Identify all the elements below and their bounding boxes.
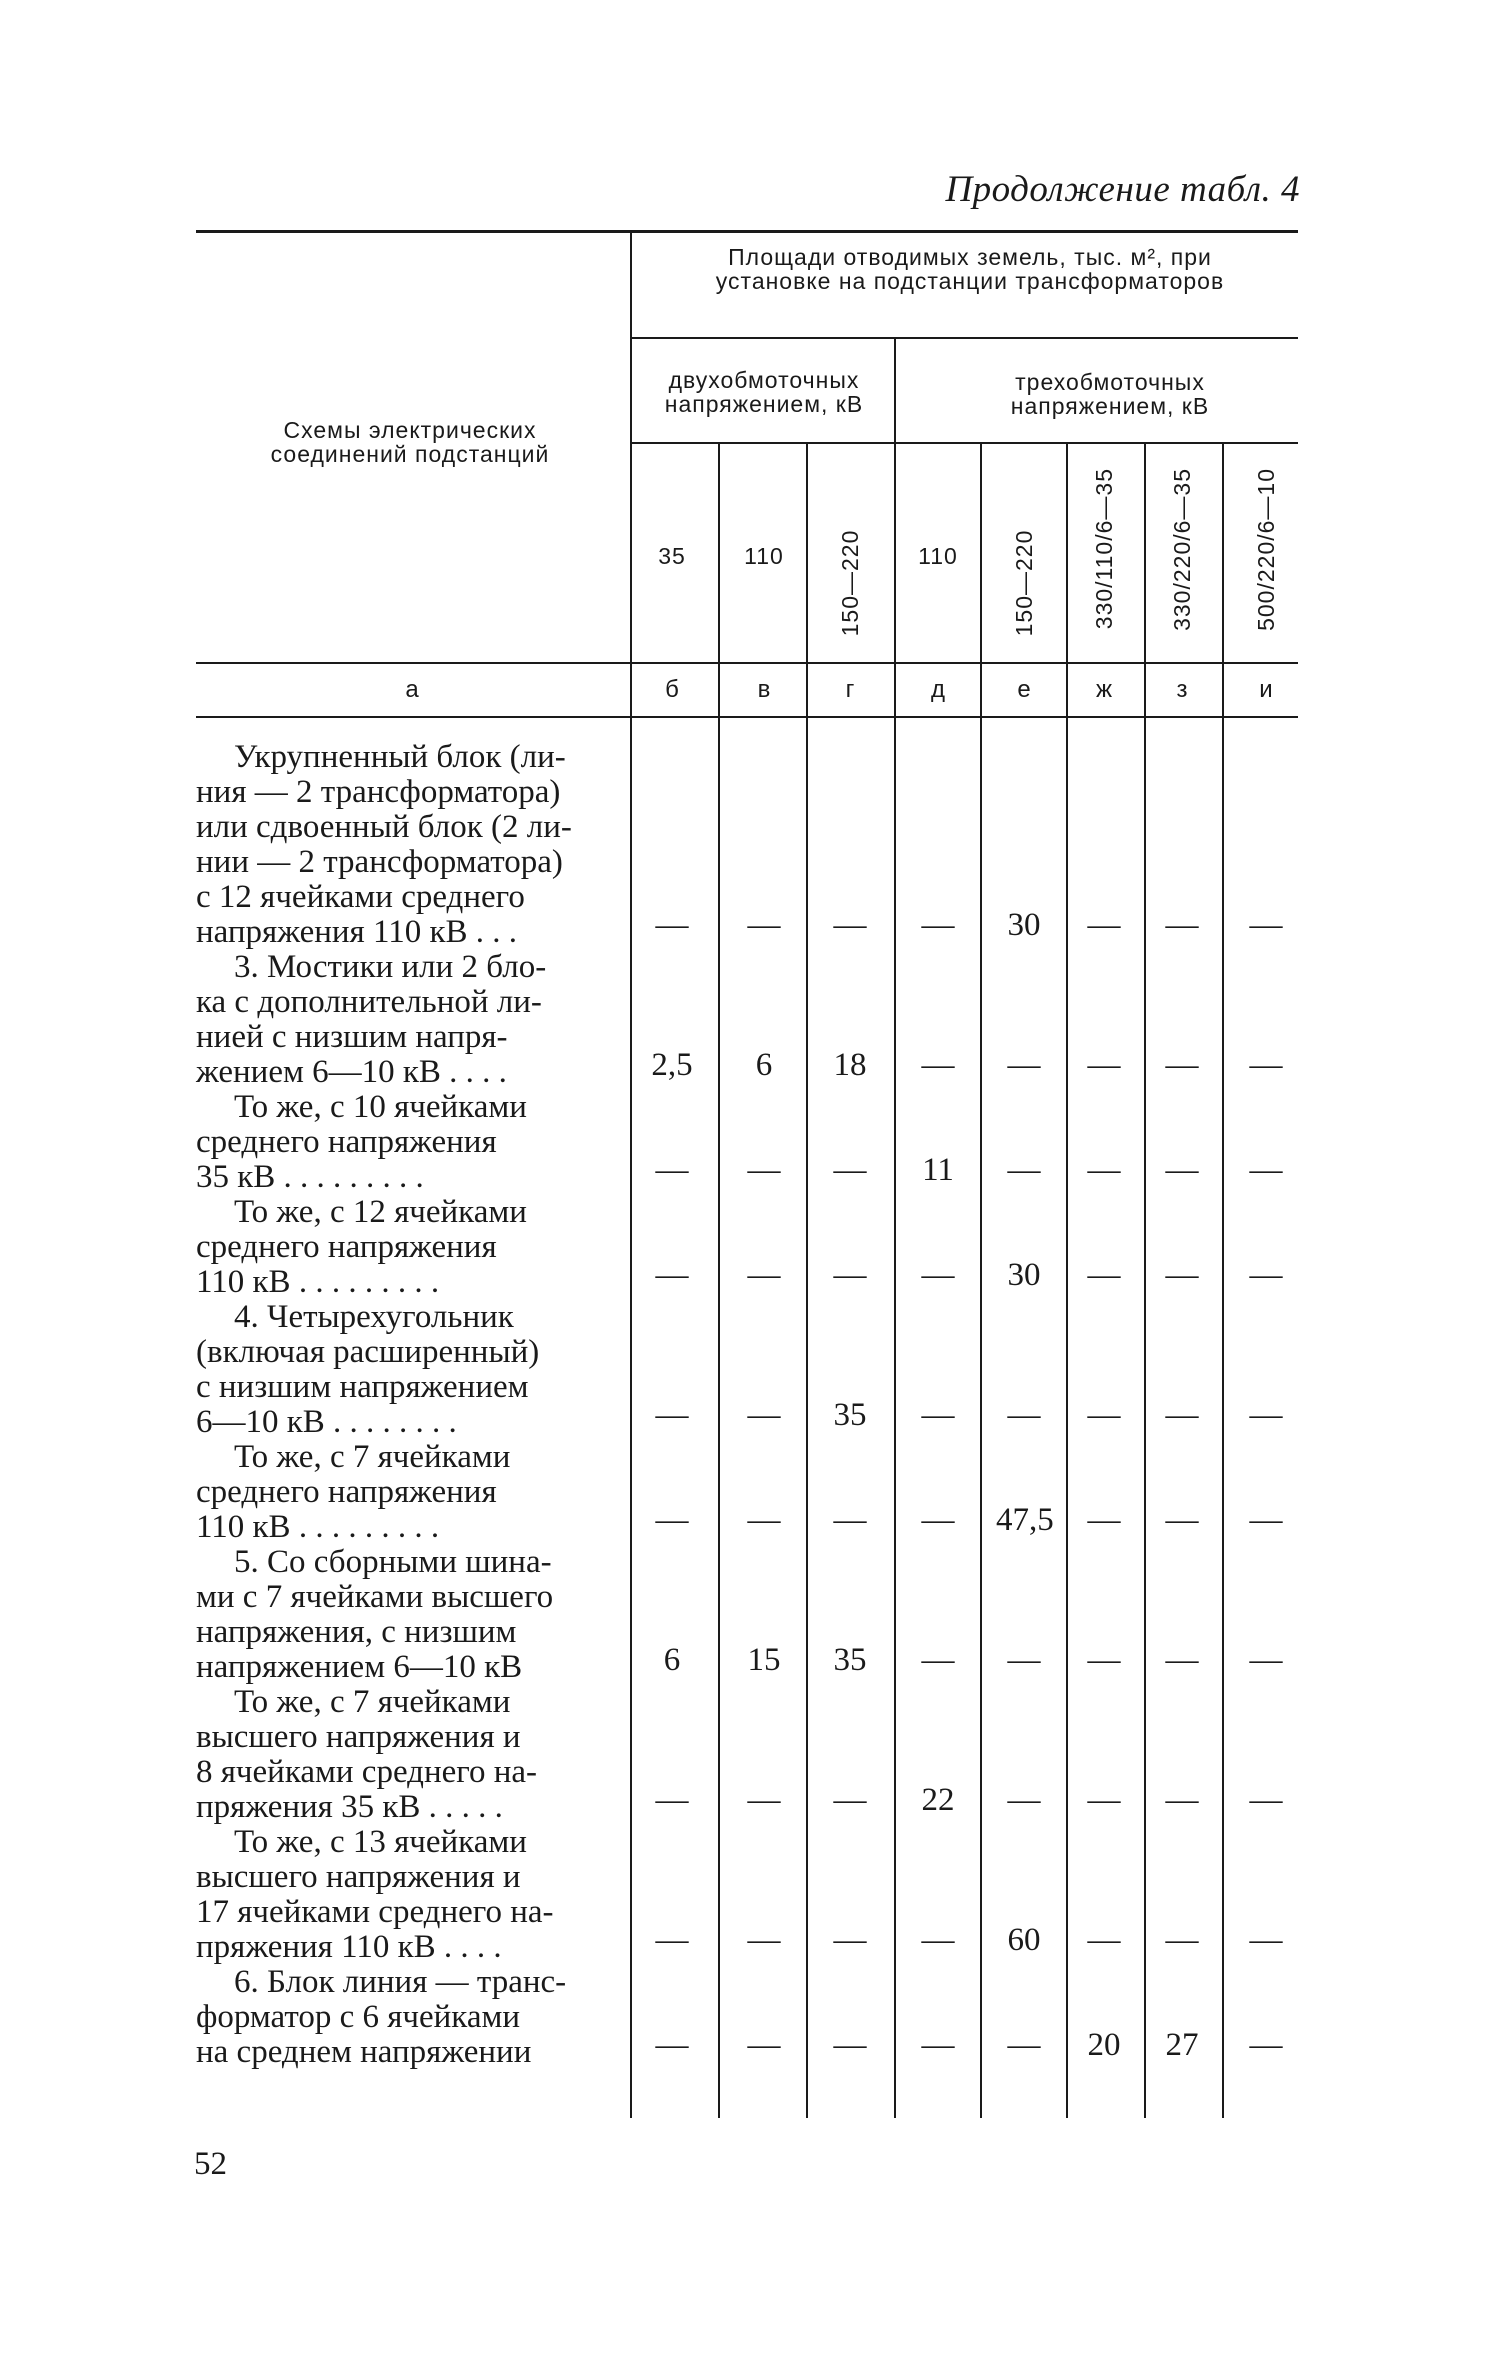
row-line: 3. Мостики или 2 бло-: [234, 949, 547, 985]
row-line: ния — 2 трансформатора): [196, 774, 561, 810]
row-line: То же, с 13 ячейками: [234, 1824, 527, 1860]
table-cell: —: [1165, 1642, 1199, 1678]
column-letter: г: [845, 676, 855, 703]
column-rule: [718, 444, 720, 2118]
row-line: нией с низшим напря-: [196, 1019, 508, 1055]
column-rule: [894, 339, 896, 2118]
row-description: [196, 1090, 618, 1195]
row-description: [196, 1685, 618, 1825]
row-line: То же, с 7 ячейками: [234, 1439, 511, 1475]
column-header: 35: [658, 543, 686, 569]
row-line: жением 6—10 кВ . . . .: [196, 1054, 507, 1090]
table-cell: —: [747, 2027, 781, 2063]
table-cell: —: [1087, 1397, 1121, 1433]
column-letter: и: [1259, 676, 1273, 703]
table-cell: —: [1007, 1782, 1041, 1818]
column-rule: [1144, 444, 1146, 2118]
row-line: ка с дополнительной ли-: [196, 984, 542, 1020]
table-cell: —: [921, 1047, 955, 1083]
table-cell: —: [1165, 1922, 1199, 1958]
table-cell: —: [1007, 1152, 1041, 1188]
table-cell: —: [747, 1502, 781, 1538]
table-cell: —: [1007, 1047, 1041, 1083]
table-cell: —: [1249, 1922, 1283, 1958]
table-cell: —: [1087, 1502, 1121, 1538]
table-cell: —: [1249, 1047, 1283, 1083]
table-cell: —: [655, 907, 689, 943]
table-cell: —: [747, 1397, 781, 1433]
row-line: с низшим напряжением: [196, 1369, 529, 1405]
table-cell: —: [1249, 1642, 1283, 1678]
row-line: 110 кВ . . . . . . . . .: [196, 1509, 440, 1545]
row-line: среднего напряжения: [196, 1474, 497, 1510]
table-cell: —: [1087, 907, 1121, 943]
row-line: 6—10 кВ . . . . . . . .: [196, 1404, 457, 1440]
table-cell: —: [921, 2027, 955, 2063]
column-letter: б: [665, 676, 679, 703]
table-cell: —: [747, 1257, 781, 1293]
row-line: 35 кВ . . . . . . . . .: [196, 1159, 424, 1195]
table-cell: —: [1165, 1257, 1199, 1293]
table-cell: —: [1165, 907, 1199, 943]
top-rule: [196, 230, 1298, 233]
column-header: 110: [744, 543, 784, 569]
table-cell: —: [833, 1257, 867, 1293]
table-cell: —: [1165, 1782, 1199, 1818]
column-header: 110: [918, 543, 958, 569]
row-line: напряжения 110 кВ . . .: [196, 914, 518, 950]
table-cell: —: [1087, 1642, 1121, 1678]
table-cell: —: [921, 1502, 955, 1538]
row-description: [196, 1195, 618, 1300]
table-cell: —: [921, 1642, 955, 1678]
row-line: 110 кВ . . . . . . . . .: [196, 1264, 440, 1300]
table-cell: —: [1087, 1782, 1121, 1818]
table-cell: —: [1249, 1257, 1283, 1293]
row-description: [196, 1825, 618, 1965]
table-cell: 11: [922, 1152, 954, 1188]
three-winding-header: трехобмоточных напряжением, кВ: [1010, 369, 1210, 419]
column-header: 330/110/6—35: [1091, 468, 1117, 630]
row-line: То же, с 12 ячейками: [234, 1194, 527, 1230]
table-cell: —: [1165, 1502, 1199, 1538]
table-cell: 2,5: [651, 1047, 693, 1083]
row-line: нии — 2 трансформатора): [196, 844, 563, 880]
table-cell: 15: [747, 1642, 781, 1678]
table-cell: —: [655, 1152, 689, 1188]
row-line: 17 ячейками среднего на-: [196, 1894, 554, 1930]
column-header: 150—220: [1011, 529, 1037, 637]
table-cell: —: [1007, 2027, 1041, 2063]
table-cell: 47,5: [996, 1502, 1054, 1538]
row-line: высшего напряжения и: [196, 1859, 521, 1895]
row-line: пряжения 35 кВ . . . . .: [196, 1789, 503, 1825]
table-cell: —: [1165, 1047, 1199, 1083]
page-number: 52: [194, 2146, 227, 2182]
table-cell: 6: [663, 1642, 681, 1678]
row-line: среднего напряжения: [196, 1124, 497, 1160]
table-cell: —: [655, 2027, 689, 2063]
table-cell: —: [1249, 2027, 1283, 2063]
table-cell: —: [1087, 1922, 1121, 1958]
table-cell: —: [1249, 1152, 1283, 1188]
group-title: Площади отводимых земель, тыс. м², при установке на подстанции трансформаторов: [715, 244, 1225, 294]
table-cell: 35: [833, 1397, 867, 1433]
table-cell: —: [655, 1397, 689, 1433]
table-cell: —: [747, 1152, 781, 1188]
table-cell: —: [655, 1922, 689, 1958]
table-cell: 35: [833, 1642, 867, 1678]
group-rule: [630, 337, 1298, 339]
row-line: То же, с 10 ячейками: [234, 1089, 527, 1125]
table-cell: —: [833, 1502, 867, 1538]
row-description: [196, 1440, 618, 1545]
table-cell: —: [1007, 1397, 1041, 1433]
row-line: пряжения 110 кВ . . . .: [196, 1929, 502, 1965]
table-cell: —: [655, 1257, 689, 1293]
table-cell: —: [655, 1502, 689, 1538]
table-cell: 30: [1007, 1257, 1041, 1293]
column-rule: [1222, 444, 1224, 2118]
table-cell: 30: [1007, 907, 1041, 943]
row-header: Схемы электрических соединений подстанций: [270, 417, 550, 467]
table-cell: —: [747, 1922, 781, 1958]
row-line: ми с 7 ячейками высшего: [196, 1579, 554, 1615]
row-line: форматор с 6 ячейками: [196, 1999, 521, 2035]
table-cell: —: [921, 1397, 955, 1433]
table-cell: —: [1165, 1397, 1199, 1433]
row-line: То же, с 7 ячейками: [234, 1684, 511, 1720]
table-cell: —: [833, 907, 867, 943]
column-rule: [980, 444, 982, 2118]
table-cell: —: [1087, 1047, 1121, 1083]
table-cell: 27: [1165, 2027, 1199, 2063]
column-letter: е: [1017, 676, 1031, 703]
row-line: 8 ячейками среднего на-: [196, 1754, 538, 1790]
column-letter: д: [930, 676, 945, 703]
row-line: 6. Блок линия — транс-: [234, 1964, 567, 2000]
row-line: высшего напряжения и: [196, 1719, 521, 1755]
row-line: 4. Четырехугольник: [234, 1299, 514, 1335]
table-cell: —: [833, 1152, 867, 1188]
table-cell: 20: [1087, 2027, 1121, 2063]
row-description: [196, 1965, 618, 2070]
table-cell: 60: [1007, 1922, 1041, 1958]
row-description: [196, 950, 618, 1090]
column-letter: а: [405, 676, 419, 703]
row-description: [196, 740, 618, 950]
table-cell: —: [921, 1922, 955, 1958]
column-header: 330/220/6—35: [1169, 468, 1195, 631]
subgroup-rule: [630, 442, 1298, 444]
table-cell: —: [747, 907, 781, 943]
table-cell: —: [1007, 1642, 1041, 1678]
table-cell: —: [1165, 1152, 1199, 1188]
table-cell: —: [1249, 907, 1283, 943]
column-rule: [806, 444, 808, 2118]
table-cell: —: [1087, 1257, 1121, 1293]
column-header: 500/220/6—10: [1253, 468, 1279, 631]
column-header: 150—220: [837, 529, 863, 637]
row-line: на среднем напряжении: [196, 2034, 532, 2070]
row-description: [196, 1300, 618, 1440]
column-rule: [630, 232, 632, 2118]
column-letter: з: [1176, 676, 1188, 703]
row-line: напряжения, с низшим: [196, 1614, 517, 1650]
table-cell: 22: [921, 1782, 955, 1818]
table-cell: —: [833, 1782, 867, 1818]
table-cell: —: [1249, 1397, 1283, 1433]
table-cell: —: [921, 1257, 955, 1293]
row-line: 5. Со сборными шина-: [234, 1544, 552, 1580]
columns-bottom-rule: [196, 662, 1298, 664]
table-cell: —: [833, 2027, 867, 2063]
two-winding-header: двухобмоточных напряжением, кВ: [664, 367, 864, 417]
table-cell: —: [655, 1782, 689, 1818]
row-line: или сдвоенный блок (2 ли-: [196, 809, 572, 845]
row-line: с 12 ячейками среднего: [196, 879, 525, 915]
table-cell: —: [833, 1922, 867, 1958]
table-cell: —: [921, 907, 955, 943]
table-cell: —: [1087, 1152, 1121, 1188]
table-cell: 6: [755, 1047, 773, 1083]
table-cell: 18: [833, 1047, 867, 1083]
column-rule: [1066, 444, 1068, 2118]
column-letter: ж: [1095, 676, 1113, 703]
letters-bottom-rule: [196, 716, 1298, 718]
row-description: [196, 1545, 618, 1685]
column-letter: в: [757, 676, 771, 703]
table-cell: —: [1249, 1502, 1283, 1538]
table-cell: —: [747, 1782, 781, 1818]
row-line: среднего напряжения: [196, 1229, 497, 1265]
table-cell: —: [1249, 1782, 1283, 1818]
table-caption: Продолжение табл. 4: [945, 169, 1300, 210]
row-line: Укрупненный блок (ли-: [234, 739, 566, 775]
row-line: (включая расширенный): [196, 1334, 540, 1370]
row-line: напряжением 6—10 кВ: [196, 1649, 523, 1685]
